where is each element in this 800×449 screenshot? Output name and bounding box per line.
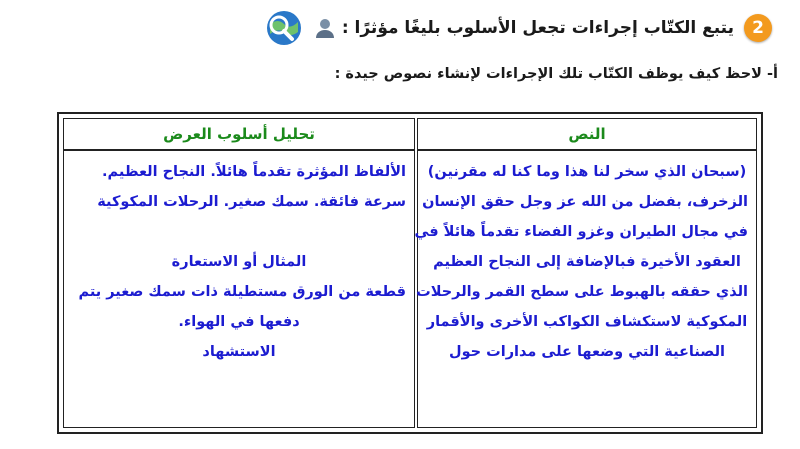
text-line: في مجال الطيران وغزو الفضاء تقدماً هائلاً في [414,224,748,240]
instruction-subheading: أ- لاحظ كيف يوظف الكتّاب تلك الإجراءات لإنشاء نصوص جيدة : [334,66,778,82]
step-number-badge: 2 [744,14,772,42]
analysis-column-body [64,151,414,367]
analysis-line: الألفاظ المؤثرة تقدماً هائلاً. النجاح العظيم. [102,164,406,180]
text-line: الزخرف، بفضل من الله عز وجل حقق الإنسان [422,194,748,210]
section-title: يتبع الكتّاب إجراءات تجعل الأسلوب بليغًا مؤثرًا : [341,18,734,38]
text-column-body [414,151,756,367]
analysis-line: الاستشهاد [202,344,276,360]
text-line: (سبحان الذي سخر لنا هذا وما كنا له مقرنين) [427,164,747,180]
analysis-line [64,217,414,247]
text-line: الصناعية التي وضعها على مدارات حول [449,344,725,360]
analysis-line: قطعة من الورق مستطيلة ذات سمك صغير يتم [78,284,406,300]
text-column [414,118,757,428]
analysis-table [57,112,763,434]
text-line: المكوكية لاستكشاف الكواكب الأخرى والأقمار [426,314,748,330]
analysis-line: سرعة فائقة. سمك صغير. الرحلات المكوكية [97,194,406,210]
globe-search-icon [262,8,306,48]
analysis-column [63,118,415,428]
lesson-header [262,8,772,48]
analysis-line: المثال أو الاستعارة [171,254,307,270]
text-line: الذي حققه بالهبوط على سطح القمر والرحلات [416,284,748,300]
person-icon [314,17,336,39]
analysis-line: دفعها في الهواء. [178,314,300,330]
analysis-column-header: تحليل أسلوب العرض [64,119,414,151]
text-column-header: النص [418,119,756,151]
text-line: العقود الأخيرة فبالإضافة إلى النجاح العظيم [433,254,741,270]
